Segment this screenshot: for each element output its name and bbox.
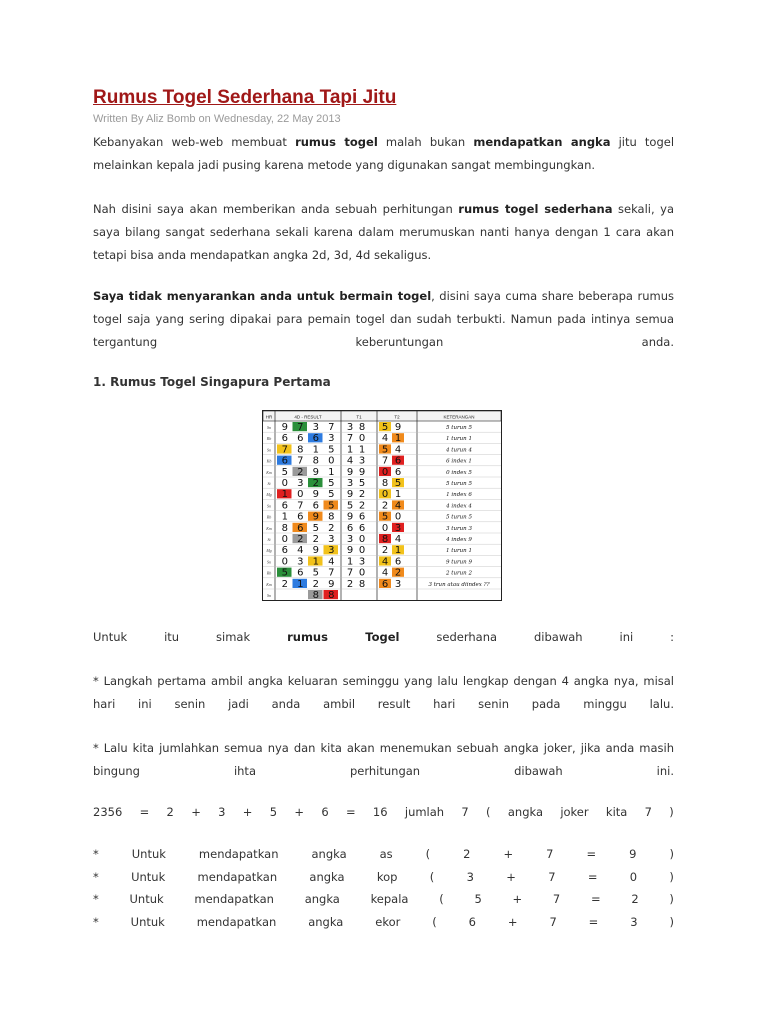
paragraph-intro xyxy=(93,131,674,177)
table-header-label: 4D - RESULT xyxy=(294,414,322,420)
text: Kebanyakan web-web membuat xyxy=(93,135,287,149)
t2-digit: 1 xyxy=(394,545,402,557)
result-digit: 6 xyxy=(297,433,304,445)
token: 5 xyxy=(474,892,482,906)
bold-text: rumus togel xyxy=(295,135,378,149)
result-digit: 6 xyxy=(281,545,288,557)
t1-digit: 9 xyxy=(346,466,354,478)
result-digit: 6 xyxy=(281,433,288,445)
row-note: 4 index 4 xyxy=(446,503,472,510)
token: * xyxy=(93,892,99,906)
result-digit: 7 xyxy=(297,422,304,433)
t2-digit: 3 xyxy=(394,522,402,534)
t1-digit: 3 xyxy=(346,534,354,545)
t2-digit: 2 xyxy=(394,567,402,579)
article-title[interactable]: Rumus Togel Sederhana Tapi Jitu xyxy=(93,87,397,108)
text: Untuk itu simak xyxy=(93,630,251,644)
result-digit: 0 xyxy=(297,489,304,501)
t1-digit: 6 xyxy=(358,522,366,534)
result-digit: 5 xyxy=(312,567,319,579)
row-note: 0 index 5 xyxy=(446,469,472,476)
result-digit: 1 xyxy=(281,511,288,523)
row-note: 2 turun 2 xyxy=(446,570,472,577)
result-digit: 3 xyxy=(328,545,335,557)
row-note: 5 turun 5 xyxy=(446,514,472,521)
t1-digit: 9 xyxy=(358,466,366,478)
result-digit: 2 xyxy=(312,534,319,545)
token: Untuk xyxy=(129,892,164,906)
result-digit: 1 xyxy=(312,556,319,568)
token: angka xyxy=(304,892,340,906)
row-note: 6 index 1 xyxy=(446,458,472,465)
result-digit: 6 xyxy=(297,567,304,579)
t1-digit: 3 xyxy=(346,422,354,433)
token: jumlah xyxy=(404,805,445,819)
result-digit: 0 xyxy=(281,478,288,489)
token: ( xyxy=(486,805,491,819)
result-digit: 7 xyxy=(328,567,335,579)
result-digit: 8 xyxy=(328,590,335,600)
token: mendapatkan xyxy=(197,870,278,884)
token: + xyxy=(294,805,305,819)
result-digit: 0 xyxy=(281,556,288,568)
t2-digit: 4 xyxy=(381,567,389,579)
t2-digit: 5 xyxy=(381,444,389,456)
t2-digit: 4 xyxy=(394,534,402,545)
token: Untuk xyxy=(131,870,166,884)
token: = xyxy=(586,847,597,861)
token: joker xyxy=(560,805,589,819)
row-day: Kb xyxy=(266,458,272,464)
result-digit: 9 xyxy=(312,545,319,557)
row-day: Km xyxy=(266,469,272,475)
t2-digit: 6 xyxy=(381,578,389,590)
result-digit: 7 xyxy=(297,455,304,467)
t2-digit: 6 xyxy=(394,466,402,478)
t1-digit: 9 xyxy=(346,545,354,557)
t2-digit: 9 xyxy=(394,422,402,433)
token: ) xyxy=(669,915,674,929)
token: kita xyxy=(605,805,628,819)
row-note: 1 turun 1 xyxy=(446,548,472,555)
token: ( xyxy=(439,892,444,906)
result-table xyxy=(263,411,501,600)
result-digit: 3 xyxy=(328,534,335,545)
t1-digit: 9 xyxy=(346,489,354,501)
t2-digit: 3 xyxy=(394,578,402,590)
paragraph-instruction xyxy=(93,626,674,649)
paragraph-step1: * Langkah pertama ambil angka keluaran seminggu yang lalu lengkap dengan 4 angka nya, misal hari ini senin jadi anda ambil result hari senin pada minggu lalu. xyxy=(93,674,674,711)
row-note: 9 turun 9 xyxy=(446,559,472,566)
row-note: 1 turun 1 xyxy=(446,436,472,443)
t1-digit: 2 xyxy=(358,489,366,501)
row-day: Rb xyxy=(266,436,272,442)
t1-digit: 0 xyxy=(358,534,366,545)
result-digit: 9 xyxy=(281,422,288,433)
row-day: Mg xyxy=(266,492,272,498)
result-digit: 3 xyxy=(297,556,304,568)
result-table-image xyxy=(262,410,502,601)
token: ) xyxy=(669,892,674,906)
token: 6 xyxy=(468,915,476,929)
t1-digit: 8 xyxy=(358,422,366,433)
t1-digit: 7 xyxy=(346,433,354,445)
result-digit: 5 xyxy=(328,500,335,512)
result-digit: 9 xyxy=(312,511,319,523)
row-day: Sn xyxy=(267,593,271,598)
token: 7 xyxy=(461,805,469,819)
t2-digit: 6 xyxy=(394,556,402,568)
result-digit: 9 xyxy=(328,578,335,590)
token: mendapatkan xyxy=(198,847,279,861)
t1-digit: 4 xyxy=(346,455,354,467)
token: 7 xyxy=(644,805,652,819)
token: 7 xyxy=(552,892,561,906)
token: 2356 xyxy=(93,805,123,819)
token: ) xyxy=(669,805,674,819)
article-byline: Written By Aliz Bomb on Wednesday, 22 May 2013 xyxy=(93,113,341,125)
token: = xyxy=(587,870,598,884)
result-digit: 2 xyxy=(281,578,288,590)
token: angka xyxy=(311,847,347,861)
text: sekali, ya saya bilang sangat sederhana sekali karena dalam merumuskan nanti hanya dengan 1 cara akan tetapi bisa anda mendapatkan angka 2d, 3d, 4d sekaligus. xyxy=(93,202,674,262)
token: 3 xyxy=(630,915,638,929)
t1-digit: 3 xyxy=(358,455,366,467)
paragraph-formula xyxy=(93,198,674,267)
paragraph-step2: * Lalu kita jumlahkan semua nya dan kita akan menemukan sebuah angka joker, jika anda masih bingung ihta perhitungan dibawah ini. xyxy=(93,741,674,778)
token: mendapatkan xyxy=(196,915,277,929)
token: + xyxy=(507,915,518,929)
row-note: 1 index 6 xyxy=(446,492,472,499)
t1-digit: 5 xyxy=(358,478,366,489)
t1-digit: 0 xyxy=(358,545,366,557)
row-day: Rb xyxy=(266,514,272,520)
t2-digit: 4 xyxy=(394,444,402,456)
t1-digit: 3 xyxy=(358,556,366,568)
result-digit: 1 xyxy=(328,466,335,478)
result-digit: 3 xyxy=(312,422,319,433)
result-digit: 7 xyxy=(328,422,335,433)
token: ( xyxy=(432,915,437,929)
row-note: 4 turun 4 xyxy=(446,447,472,454)
text: malah bukan xyxy=(385,135,466,149)
t2-digit: 2 xyxy=(381,545,389,557)
result-digit: 8 xyxy=(312,455,319,467)
result-digit: 5 xyxy=(328,478,335,489)
text: sederhana dibawah ini : xyxy=(436,630,675,644)
result-digit: 0 xyxy=(281,534,288,545)
t2-digit: 5 xyxy=(381,511,389,523)
token: = xyxy=(345,805,356,819)
bold-text: Saya tidak menyarankan anda untuk bermain togel xyxy=(93,289,432,303)
token: 2 xyxy=(463,847,471,861)
t2-digit: 5 xyxy=(394,478,402,489)
t1-digit: 1 xyxy=(358,444,366,456)
token: ) xyxy=(669,847,674,861)
token: ( xyxy=(425,847,431,861)
token: 16 xyxy=(372,805,388,819)
result-digit: 3 xyxy=(297,478,304,489)
t1-digit: 3 xyxy=(346,478,354,489)
row-day: Mg xyxy=(266,548,272,554)
token: 3 xyxy=(218,805,226,819)
result-digit: 1 xyxy=(297,578,304,590)
table-header-label: KETERANGAN xyxy=(443,414,475,420)
token: Untuk xyxy=(130,915,165,929)
token: as xyxy=(379,847,393,861)
token: = xyxy=(588,915,599,929)
row-day: Sn xyxy=(267,425,271,430)
token: 9 xyxy=(629,847,637,861)
rule-row xyxy=(93,892,674,906)
row-day: Rb xyxy=(266,570,272,576)
token: mendapatkan xyxy=(194,892,274,906)
result-digit: 6 xyxy=(297,511,304,523)
t1-digit: 2 xyxy=(358,500,366,512)
t2-digit: 0 xyxy=(394,511,402,523)
row-note: 5 turun 5 xyxy=(446,425,472,431)
rule-row xyxy=(93,870,674,884)
result-digit: 0 xyxy=(328,455,335,467)
result-digit: 6 xyxy=(297,522,304,534)
result-digit: 5 xyxy=(281,567,288,579)
paragraph-disclaimer xyxy=(93,285,674,354)
t1-digit: 9 xyxy=(346,511,354,523)
token: 2 xyxy=(631,892,639,906)
token: = xyxy=(139,805,150,819)
t2-digit: 6 xyxy=(394,455,402,467)
t1-digit: 1 xyxy=(346,444,354,456)
result-digit: 5 xyxy=(281,466,288,478)
result-digit: 2 xyxy=(312,478,319,489)
row-note: 3 turun 3 xyxy=(446,525,472,532)
result-digit: 2 xyxy=(312,578,319,590)
result-digit: 2 xyxy=(297,466,304,478)
text: jitu togel melainkan kepala jadi pusing karena metode yang digunakan sangat membingungkan. xyxy=(93,135,675,172)
t1-digit: 8 xyxy=(358,578,366,590)
t2-digit: 0 xyxy=(381,466,389,478)
token: 6 xyxy=(321,805,329,819)
t1-digit: 6 xyxy=(346,522,354,534)
token: angka xyxy=(309,870,345,884)
token: * xyxy=(93,870,99,884)
token: 0 xyxy=(629,870,638,884)
result-digit: 1 xyxy=(281,489,288,501)
row-note: 3 trun atau diindex ?? xyxy=(428,581,490,588)
result-digit: 8 xyxy=(297,444,304,456)
token: + xyxy=(191,805,201,819)
t1-digit: 6 xyxy=(358,511,366,523)
result-digit: 6 xyxy=(281,500,288,512)
token: 7 xyxy=(549,915,557,929)
t2-digit: 0 xyxy=(381,522,389,534)
token: 2 xyxy=(166,805,174,819)
table-header-label: T2 xyxy=(394,414,400,420)
token: + xyxy=(512,892,523,906)
row-day: Sn xyxy=(267,559,271,565)
token: kop xyxy=(376,870,398,884)
result-digit: 5 xyxy=(312,522,319,534)
result-digit: 4 xyxy=(297,545,304,557)
t1-digit: 5 xyxy=(346,500,354,512)
token: + xyxy=(503,847,514,861)
row-day: St xyxy=(267,537,271,542)
t1-digit: 0 xyxy=(358,567,366,579)
token: angka xyxy=(308,915,344,929)
token: ekor xyxy=(375,915,401,929)
result-digit: 2 xyxy=(328,522,335,534)
row-day: Km xyxy=(266,581,272,587)
token: angka xyxy=(507,805,543,819)
token: * xyxy=(93,915,99,929)
token: 3 xyxy=(466,870,474,884)
row-day: St xyxy=(267,481,271,486)
row-day: Km xyxy=(266,525,272,531)
result-digit: 8 xyxy=(328,511,335,523)
result-digit: 5 xyxy=(328,444,335,456)
t1-digit: 7 xyxy=(346,567,354,579)
result-digit: 4 xyxy=(328,556,335,568)
row-note: 4 index 9 xyxy=(446,537,472,543)
token: + xyxy=(242,805,253,819)
t2-digit: 4 xyxy=(381,556,389,568)
token: 7 xyxy=(546,847,554,861)
table-header-label: T1 xyxy=(356,414,362,420)
result-digit: 9 xyxy=(312,489,319,501)
bold-text: rumus togel sederhana xyxy=(458,202,613,216)
result-digit: 1 xyxy=(312,444,319,456)
token: Untuk xyxy=(131,847,166,861)
result-digit: 9 xyxy=(312,466,319,478)
row-day: Sn xyxy=(267,447,271,453)
t2-digit: 0 xyxy=(381,489,389,501)
row-day: Sn xyxy=(267,503,271,509)
t2-digit: 4 xyxy=(394,500,402,512)
t2-digit: 8 xyxy=(381,478,389,489)
token: ) xyxy=(669,870,674,884)
result-digit: 8 xyxy=(312,590,319,600)
bold-text: mendapatkan angka xyxy=(473,135,611,149)
result-digit: 2 xyxy=(297,534,304,545)
result-digit: 6 xyxy=(281,455,288,467)
token: 7 xyxy=(548,870,556,884)
t2-digit: 8 xyxy=(381,534,389,545)
rule-row xyxy=(93,915,674,929)
token: * xyxy=(93,847,99,861)
result-digit: 6 xyxy=(312,500,319,512)
t2-digit: 1 xyxy=(394,433,402,445)
text: , disini saya cuma share beberapa rumus togel saja yang sering dipakai para pemain togel dan sudah terbukti. Namun pada intinya semua tergantung keberuntungan anda. xyxy=(93,289,674,349)
bold-text: rumus Togel xyxy=(287,630,400,644)
token: kepala xyxy=(370,892,409,906)
t2-digit: 7 xyxy=(381,455,389,467)
t1-digit: 0 xyxy=(358,433,366,445)
result-digit: 6 xyxy=(312,433,319,445)
t2-digit: 4 xyxy=(381,433,389,445)
text: Nah disini saya akan memberikan anda sebuah perhitungan xyxy=(93,202,453,216)
t1-digit: 2 xyxy=(346,578,354,590)
result-digit: 5 xyxy=(328,489,335,501)
token: ( xyxy=(429,870,435,884)
section-heading: 1. Rumus Togel Singapura Pertama xyxy=(93,375,331,389)
table-header-label: HR xyxy=(265,414,273,420)
result-digit: 7 xyxy=(297,500,304,512)
result-digit: 7 xyxy=(281,444,288,456)
rule-row xyxy=(93,847,674,861)
t1-digit: 1 xyxy=(346,556,354,568)
calculation-row xyxy=(93,805,674,819)
token: + xyxy=(506,870,516,884)
result-digit: 3 xyxy=(328,433,335,445)
token: = xyxy=(590,892,601,906)
t2-digit: 2 xyxy=(381,500,389,512)
t2-digit: 5 xyxy=(381,422,389,433)
token: 5 xyxy=(269,805,278,819)
t2-digit: 1 xyxy=(394,489,402,501)
result-digit: 8 xyxy=(281,522,288,534)
row-note: 5 turun 5 xyxy=(446,481,472,487)
